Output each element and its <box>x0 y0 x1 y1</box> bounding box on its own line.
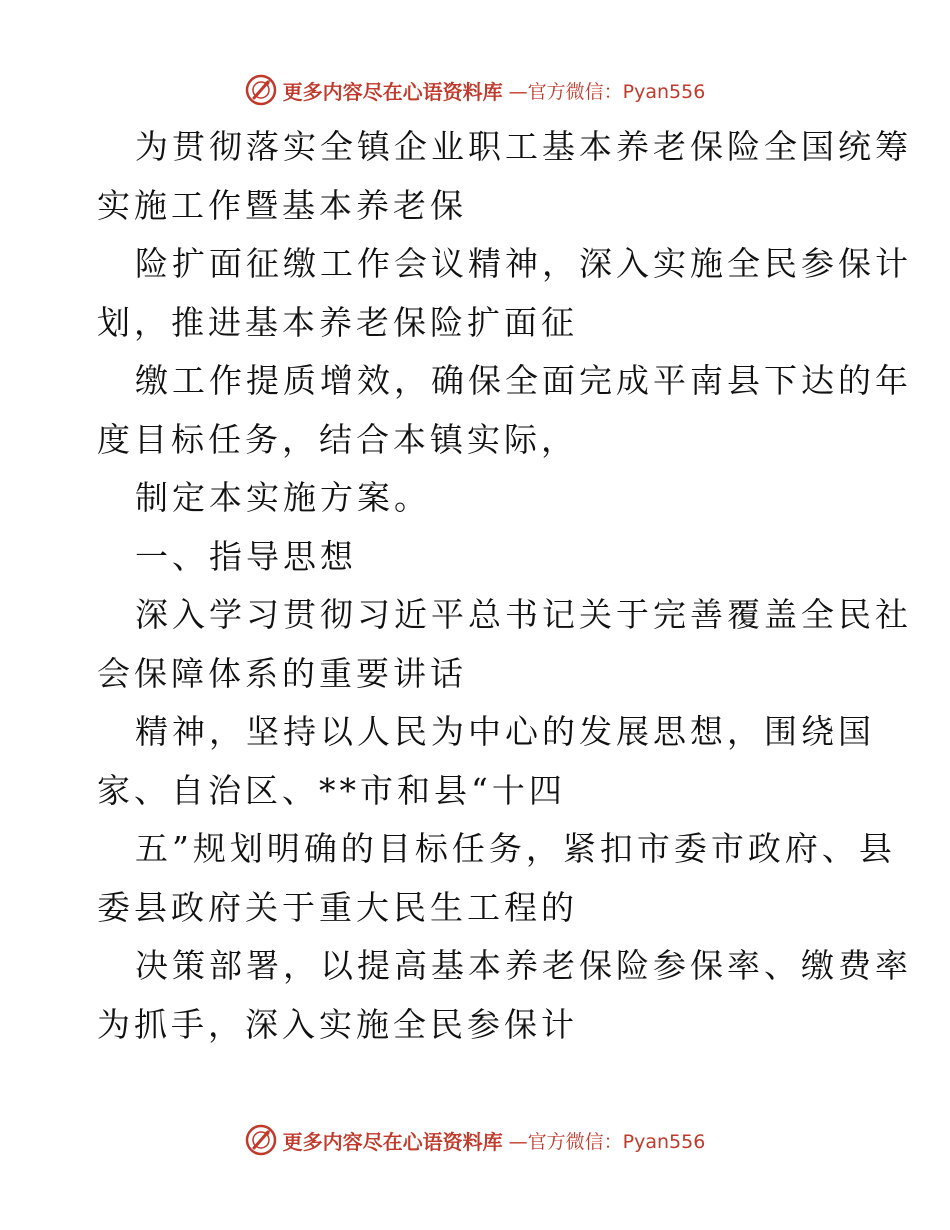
footer-watermark <box>0 1120 950 1160</box>
text-line: 制定本实施方案。 <box>135 478 431 517</box>
text-line: 家、自治区、**市和县“十四 <box>97 770 566 810</box>
text-line: 实施工作暨基本养老保 <box>97 185 467 225</box>
text-line: 险扩面征缴工作会议精神，深入实施全民参保计 <box>135 244 912 283</box>
text-line: 为抓手，深入实施全民参保计 <box>97 1004 578 1044</box>
watermark-contact: —官方微信：Pyan556 <box>508 80 706 103</box>
text-line: 委县政府关于重大民生工程的 <box>97 887 578 927</box>
text-line: 度目标任务，结合本镇实际， <box>97 419 578 459</box>
text-line: 五”规划明确的目标任务，紧扣市委市政府、县 <box>135 829 896 868</box>
text-line: 决策部署，以提高基本养老保险参保率、缴费率 <box>135 946 912 985</box>
header-watermark <box>0 70 950 110</box>
red-seal-logo-icon <box>245 1124 277 1156</box>
text-line: 划，推进基本养老保险扩面征 <box>97 302 578 342</box>
watermark-contact: —官方微信：Pyan556 <box>508 1130 706 1153</box>
text-line: 精神，坚持以人民为中心的发展思想，围绕国 <box>135 712 875 751</box>
document-body <box>97 118 912 1054</box>
text-line: 为贯彻落实全镇企业职工基本养老保险全国统筹 <box>135 127 912 166</box>
text-line: 缴工作提质增效，确保全面完成平南县下达的年 <box>135 361 912 400</box>
text-line: 深入学习贯彻习近平总书记关于完善覆盖全民社 <box>135 595 912 634</box>
watermark-brand: 更多内容尽在心语资料库 <box>282 1129 503 1154</box>
watermark-brand: 更多内容尽在心语资料库 <box>282 79 503 104</box>
text-line: 会保障体系的重要讲话 <box>97 653 467 693</box>
section-heading: 一、指导思想 <box>135 536 357 576</box>
red-seal-logo-icon <box>245 74 277 106</box>
